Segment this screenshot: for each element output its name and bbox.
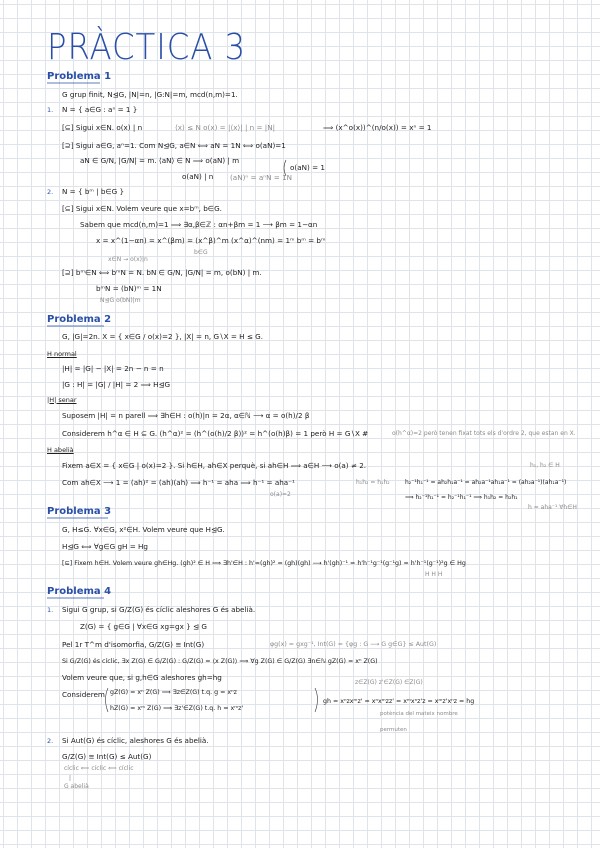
p2-label-senar: |H| senar xyxy=(47,396,77,404)
problem-1-heading: Problema 1 xyxy=(47,71,112,82)
p3-line-1: H⊴G ⟺ ∀g∈G gH = Hg xyxy=(62,542,148,551)
p1-line-3: aN ∈ G/N, |G/N| = m. ⟨aN⟩ ∈ N ⟹ o(aN) | m xyxy=(80,156,240,165)
p4-line-8: G/Z(G) ≅ Int(G) ≤ Aut(G) xyxy=(62,752,152,761)
p4-line-3-note: φg(x) = gxg⁻¹, Int(G) = {φg : G ⟶ G g∈G} ≤ Aut(G) xyxy=(270,641,437,648)
p1-line-4-result: o(aN) = 1 xyxy=(290,163,325,172)
p1-intro: G grup finit, N⊴G, |N|=n, |G:N|=m, mcd(n,m)=1. xyxy=(62,90,238,99)
p4-line-6-b: hZ(G) = xᵐ Z(G) ⟹ ∃z'∈Z(G) t.q. h = xᵐz' xyxy=(110,705,244,712)
problem-3-heading: Problema 3 xyxy=(47,506,112,517)
p4-line-3: Pel 1r T^m d'isomorfia, G/Z(G) ≅ Int(G) xyxy=(62,640,205,649)
p1-line-9: [⊇] bᵐ∈N ⟺ bᵐN = N. bN ∈ G/N, |G/N| = m, o(bN) | m. xyxy=(62,268,262,277)
p4-line-9-note: G abelià xyxy=(64,783,89,790)
p2-line-5: Fixem a∈X = { x∈G | o(x)=2 }. Si h∈H, ah∈X perquè, si ah∈H ⟹ a∈H ⟶ o(a) ≠ 2. xyxy=(62,461,367,470)
p1-line-2: [⊇] Sigui a∈G, aⁿ=1. Com N⊴G, a∈N ⟺ aN = 1N ⟺ o(aN)=1 xyxy=(62,141,286,150)
problem-4-heading: Problema 4 xyxy=(47,586,112,597)
p1-line-1: [⊆] Sigui x∈N. o(x) | n xyxy=(62,123,143,132)
p4-item-2-number: 2. xyxy=(47,737,54,745)
p4-line-6: Considerem xyxy=(62,690,105,699)
p2-label-abelia: H abelià xyxy=(47,446,74,454)
p2-line-7: ⟹ h₂⁻¹h₁⁻¹ = h₂⁻¹h₁⁻¹ ⟹ h₁h₂ = h₂h₁ xyxy=(405,494,518,501)
p4-item-1-number: 1. xyxy=(47,606,54,614)
p2-line-6: Com ah∈X ⟶ 1 = (ah)² = (ah)(ah) ⟹ h⁻¹ = aha ⟹ h⁻¹ = aha⁻¹ xyxy=(62,478,295,487)
p2-line-1: |H| = |G| − |X| = 2n − n = n xyxy=(62,364,164,373)
p1-line-8-note: x∈N → o(x)|n xyxy=(108,256,148,263)
p4-line-6-note-3: permuten xyxy=(380,727,407,733)
p1-line-1-note: ⟨x⟩ ≤ N o(x) = |⟨x⟩| | n = |N| xyxy=(175,123,276,132)
p2-line-4-note: o(h^α)=2 però tenen fixat tots els d'ordre 2, que estan en X. xyxy=(392,430,576,437)
p4-brace-left xyxy=(106,688,109,712)
p4-brace-right xyxy=(315,688,318,712)
p1-line-7-note: b∈G xyxy=(194,249,208,256)
p2-line-5-note: h₁, h₂ ∈ H xyxy=(530,462,560,469)
p2-intro: G, |G|=2n. X = { x∈G / o(x)=2 }, |X| = n, G∖X = H ≤ G. xyxy=(62,332,263,341)
p2-line-6-note: o(a)=2 xyxy=(270,491,291,498)
p4-line-6-note-1: z∈Z(G) z'∈Z(G) ∈Z(G) xyxy=(355,679,423,686)
p3-line-2: [⊆] Fixem h∈H. Volem veure gh∈Hg. (gh)² ∈ H ⟹ ∃h'∈H : h'=(gh)² = (gh)(gh) ⟶ h'(gh)⁻¹ = h'h⁻¹g⁻¹(g⁻¹g) = h'h⁻¹(g⁻¹)²g ∈ Hg xyxy=(62,560,466,567)
p3-line-2-note: H H H xyxy=(425,571,443,578)
p4-line-6-a: gZ(G) = xⁿ Z(G) ⟹ ∃z∈Z(G) t.q. g = xⁿz xyxy=(110,689,237,696)
p4-line-2: Z(G) = { g∈G | ∀x∈G xg=gx } ⊴ G xyxy=(80,622,207,631)
p4-line-5: Volem veure que, si g,h∈G aleshores gh=hg xyxy=(62,673,222,682)
p4-line-4: Si G/Z(G) és cíclic, ∃x Z(G) ∈ G/Z(G) : G/Z(G) = ⟨x Z(G)⟩ ⟹ ∀g Z(G) ∈ G/Z(G) ∃n∈ℕ gZ(G) = xⁿ Z(G) xyxy=(62,658,378,665)
p1-line-5: [⊆] Sigui x∈N. Volem veure que x=bᵐ, b∈G. xyxy=(62,204,222,213)
p4-line-6-note-2: potència del mateix nombre xyxy=(380,711,458,717)
p4-line-6-result: gh = xⁿzxᵐz' = xⁿxᵐzz' = xᵐxⁿz'z = xᵐz'xⁿz = hg xyxy=(323,698,475,705)
p4-line-8-note: cíclic ⟸ cíclic ⟸ cíclic xyxy=(64,765,134,772)
problem-2-heading: Problema 2 xyxy=(47,314,112,325)
p3-intro: G, H≤G. ∀x∈G, x²∈H. Volem veure que H⊴G. xyxy=(62,525,225,534)
page-title: PRÀCTICA 3 xyxy=(47,27,247,68)
p2-line-6-b: h₂⁻¹h₁⁻¹ = ah₂h₁a⁻¹ = ah₂a⁻¹ah₁a⁻¹ = (ah₂a⁻¹)(ah₁a⁻¹) xyxy=(405,479,567,486)
p1-line-7: x = x^(1−αn) = x^(βm) = (x^β)^m (x^α)^(nm) = 1ᵐ bᵐ = bᵐ xyxy=(96,236,326,245)
p4-line-7: Si Aut(G) és cíclic, aleshores G és abelià. xyxy=(62,736,209,745)
p2-line-4: Considerem h^α ∈ H ⊆ G. (h^α)² = (h^(o(h)/2 β))² = h^(o(h)β) = 1 però H = G∖X # xyxy=(62,429,369,438)
p1-line-10-note: N⊴G o(bN)|m xyxy=(100,297,141,304)
p1-item-1-number: 1. xyxy=(47,106,54,114)
p1-line-10: bᵐN = (bN)ᵐ = 1N xyxy=(96,284,162,293)
p2-line-6-a: h₁h₂ = h₁h₂ xyxy=(356,479,390,486)
p1-line-6: Sabem que mcd(n,m)=1 ⟹ ∃α,β∈ℤ : αn+βm = 1 ⟶ βm = 1−αn xyxy=(80,220,318,229)
p1-line-4: o(aN) | n xyxy=(182,172,214,181)
p2-line-7-note: h = aha⁻¹ ∀h∈H xyxy=(528,504,577,511)
p2-line-2: |G : H| = |G| / |H| = 2 ⟹ H⊴G xyxy=(62,380,171,389)
p1-statement-2: N = { bᵐ | b∈G } xyxy=(62,187,125,196)
p1-line-4-note: (aN)ⁿ = aⁿN = 1N xyxy=(230,173,293,182)
p1-line-1-result: ⟹ (x^o(x))^(n/o(x)) = xⁿ = 1 xyxy=(323,123,432,132)
p1-statement-1: N = { a∈G : aⁿ = 1 } xyxy=(62,105,138,114)
p1-item-2-number: 2. xyxy=(47,188,54,196)
p4-line-1: Sigui G grup, si G/Z(G) és cíclic aleshores G és abelià. xyxy=(62,605,256,614)
p2-line-3: Suposem |H| = n parell ⟹ ∃h∈H : o(h)|n = 2α, α∈ℕ ⟶ α = o(h)/2 β xyxy=(62,411,310,420)
p2-label-normal: H normal xyxy=(47,350,77,358)
